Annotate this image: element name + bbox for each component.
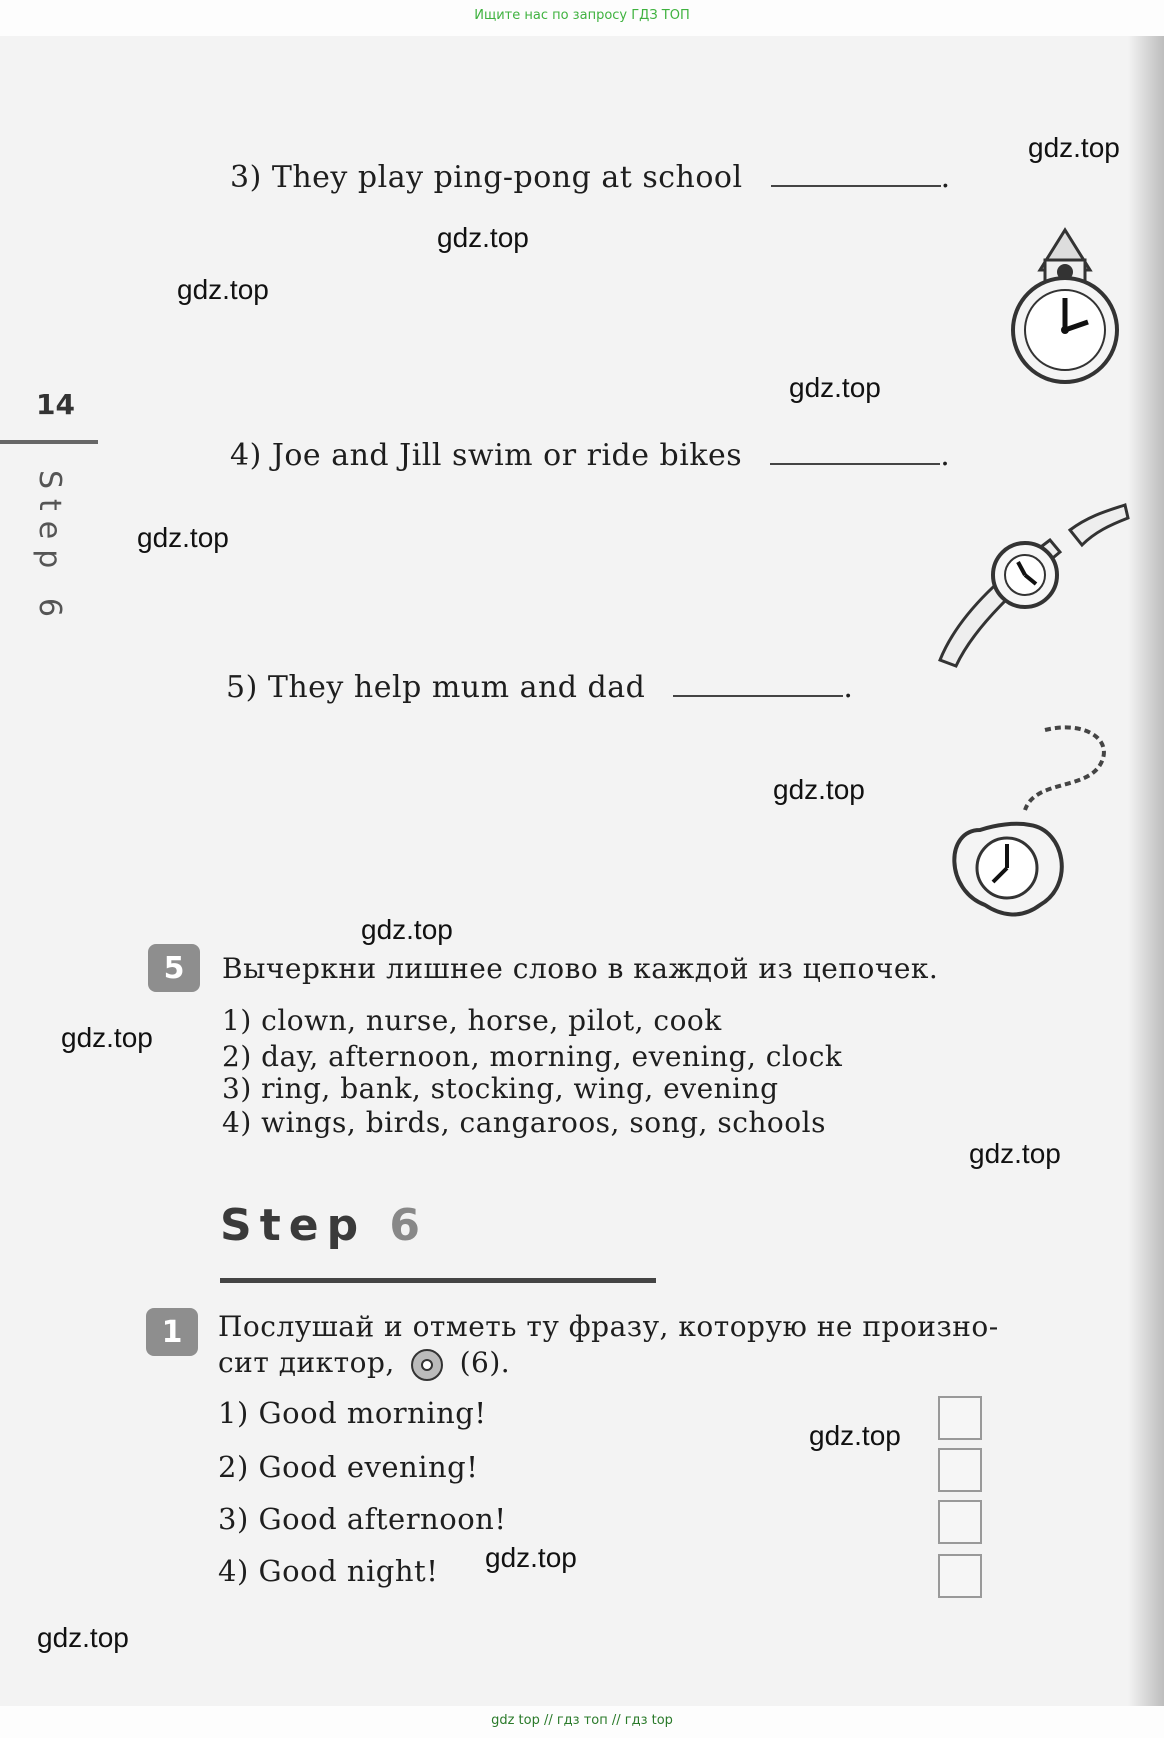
- watermark: gdz.top: [789, 372, 881, 403]
- phrase-item: 2) Good evening!: [218, 1450, 479, 1484]
- step6-instruction-line1: Послушай и отметь ту фразу, которую не произно-: [218, 1310, 999, 1343]
- item-number: 4): [230, 438, 262, 473]
- track-number: (6).: [459, 1346, 511, 1379]
- watermark: gdz.top: [773, 774, 865, 805]
- phrase-checkbox[interactable]: [938, 1554, 982, 1598]
- step-word: Step: [220, 1200, 367, 1251]
- exercise5-item: 1) clown, nurse, horse, pilot, cook: [222, 1004, 722, 1037]
- phrase-item: 3) Good afternoon!: [218, 1502, 507, 1536]
- side-step-label: Step 6: [32, 470, 67, 627]
- item-number: 3): [230, 160, 262, 195]
- audio-disc-icon[interactable]: [410, 1348, 444, 1382]
- exercise4-item-3: 3) They play ping-pong at school .: [230, 160, 951, 195]
- page-edge-shadow: [1128, 36, 1164, 1706]
- side-rule: [0, 440, 98, 444]
- exercise4-item-5: 5) They help mum and dad .: [226, 670, 854, 705]
- watermark: gdz.top: [485, 1542, 577, 1573]
- page-number: 14: [36, 388, 75, 421]
- watermark: gdz.top: [809, 1420, 901, 1451]
- step-number: 6: [389, 1200, 429, 1251]
- watermark: gdz.top: [361, 914, 453, 945]
- step6-exercise1-badge: 1: [146, 1308, 198, 1356]
- item-text: They play ping-pong at school: [271, 160, 743, 195]
- step6-instruction-line2: сит диктор, (6).: [218, 1346, 510, 1382]
- exercise5-item: 3) ring, bank, stocking, wing, evening: [222, 1072, 779, 1105]
- step-heading: [220, 1200, 428, 1251]
- answer-blank[interactable]: [771, 181, 941, 187]
- watermark: gdz.top: [37, 1622, 129, 1653]
- watermark: gdz.top: [177, 274, 269, 305]
- watermark: gdz.top: [437, 222, 529, 253]
- exercise5-item: 2) day, afternoon, morning, evening, clock: [222, 1040, 843, 1073]
- exercise4-item-4: 4) Joe and Jill swim or ride bikes .: [230, 438, 951, 473]
- header-note: Ищите нас по запросу ГДЗ ТОП: [474, 8, 690, 23]
- watermark: gdz.top: [137, 522, 229, 553]
- item-number: 5): [226, 670, 258, 705]
- phrase-checkbox[interactable]: [938, 1396, 982, 1440]
- watermark: gdz.top: [61, 1022, 153, 1053]
- phrase-item: 1) Good morning!: [218, 1396, 487, 1430]
- exercise5-badge: 5: [148, 944, 200, 992]
- phrase-checkbox[interactable]: [938, 1448, 982, 1492]
- phrase-checkbox[interactable]: [938, 1500, 982, 1544]
- step-rule: [220, 1278, 656, 1283]
- cuckoo-clock-icon: [1000, 210, 1130, 410]
- item-text: Joe and Jill swim or ride bikes: [271, 438, 743, 473]
- pocket-watch-icon: [925, 720, 1125, 930]
- exercise5-instruction: Вычеркни лишнее слово в каждой из цепочек.: [222, 952, 939, 985]
- phrase-item: 4) Good night!: [218, 1554, 439, 1588]
- answer-blank[interactable]: [673, 691, 843, 697]
- item-text: They help mum and dad: [267, 670, 646, 705]
- wristwatch-icon: [920, 490, 1130, 670]
- watermark: gdz.top: [1028, 132, 1120, 163]
- answer-blank[interactable]: [770, 459, 940, 465]
- watermark: gdz.top: [969, 1138, 1061, 1169]
- exercise5-item: 4) wings, birds, cangaroos, song, schools: [222, 1106, 826, 1139]
- footer-note: gdz top // гдз топ // гдз top: [491, 1713, 673, 1728]
